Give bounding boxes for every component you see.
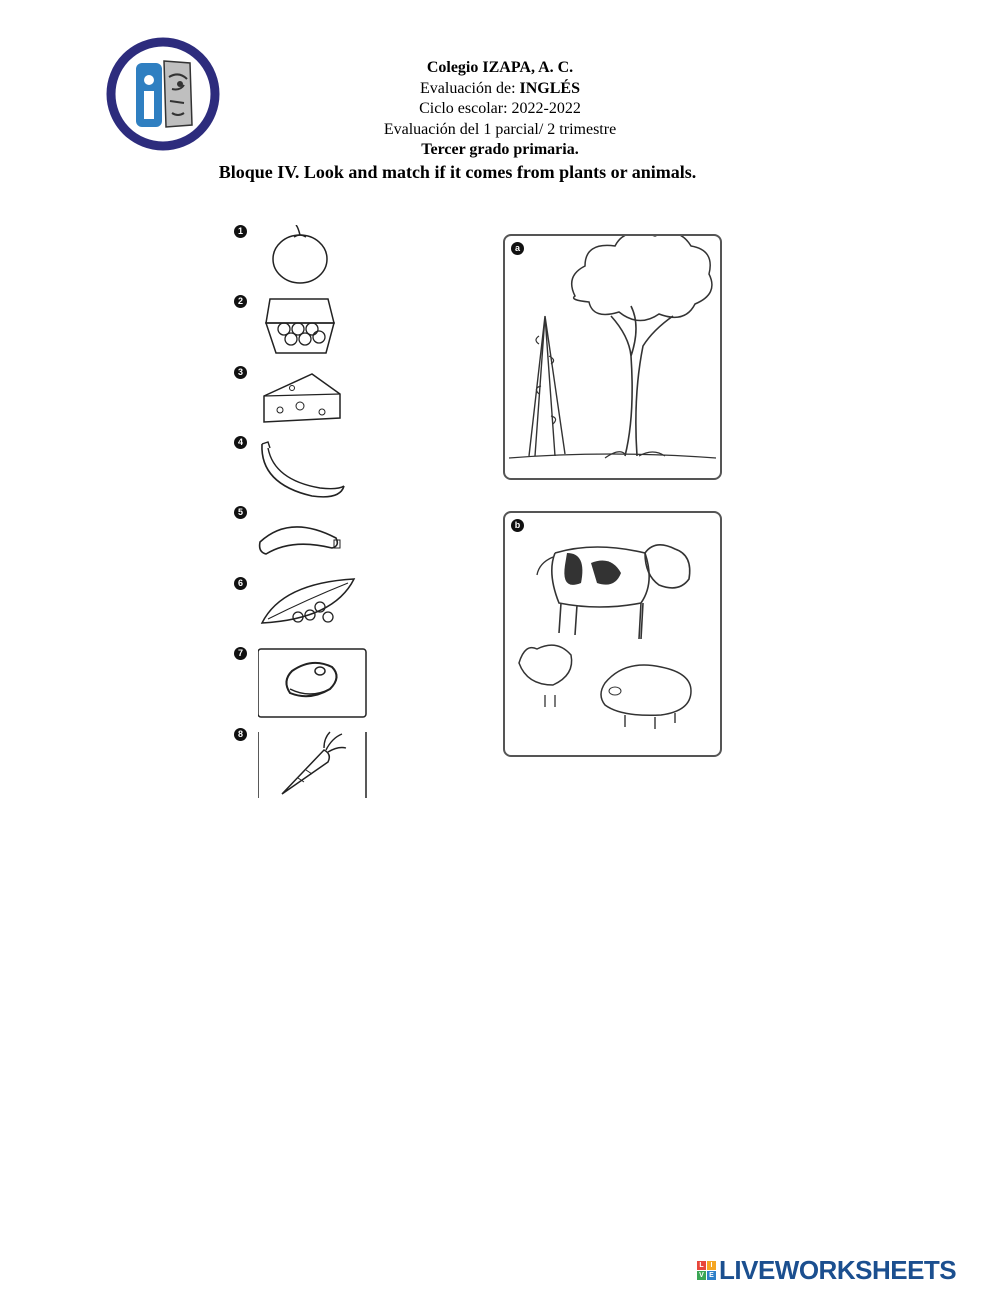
food-item-8 — [234, 728, 374, 804]
panel-letter: b — [511, 519, 524, 532]
peas-icon — [258, 577, 374, 651]
logo-blocks-icon — [697, 1261, 716, 1280]
grade-level: Tercer grado primaria. — [421, 141, 579, 158]
food-item-6 — [234, 577, 374, 653]
subject-name: INGLÉS — [519, 79, 580, 97]
item-number: 5 — [234, 506, 247, 519]
food-item-2 — [234, 295, 374, 371]
item-number: 6 — [234, 577, 247, 590]
cheese-icon — [258, 366, 374, 440]
tomato-icon — [258, 225, 374, 299]
subject-prefix: Evaluación de: — [420, 79, 520, 97]
logo-block: I — [707, 1261, 716, 1270]
school-cycle: Ciclo escolar: 2022-2022 — [419, 100, 581, 117]
worksheet-header — [0, 58, 1000, 161]
food-item-1 — [234, 225, 374, 301]
logo-block: V — [697, 1271, 706, 1280]
plants-scene-icon — [505, 236, 720, 478]
item-number: 1 — [234, 225, 247, 238]
food-item-7 — [234, 647, 374, 723]
food-item-3 — [234, 366, 374, 442]
brand-name: LIVEWORKSHEETS — [719, 1254, 957, 1285]
logo-block: L — [697, 1261, 706, 1270]
liveworksheets-logo — [697, 1255, 956, 1285]
farm-animals-icon — [505, 513, 720, 755]
subject-line — [0, 79, 1000, 100]
panel-plants — [503, 234, 722, 480]
evaluation-period: Evaluación del 1 parcial/ 2 trimestre — [383, 120, 617, 138]
item-number: 2 — [234, 295, 247, 308]
eggs-icon — [258, 295, 374, 369]
sausage-icon — [258, 506, 374, 580]
item-number: 3 — [234, 366, 247, 379]
item-number: 8 — [234, 728, 247, 741]
item-number: 4 — [234, 436, 247, 449]
food-item-4 — [234, 436, 374, 512]
panel-letter: a — [511, 242, 524, 255]
food-item-5 — [234, 506, 374, 582]
school-name: Colegio IZAPA, A. C. — [426, 59, 574, 76]
item-number: 7 — [234, 647, 247, 660]
panel-animals — [503, 511, 722, 757]
banana-icon — [258, 436, 374, 510]
logo-block: E — [707, 1271, 716, 1280]
instruction: Bloque IV. Look and match if it comes from plants or animals. — [218, 162, 697, 182]
steak-icon — [258, 647, 374, 721]
carrot-icon — [258, 728, 374, 802]
